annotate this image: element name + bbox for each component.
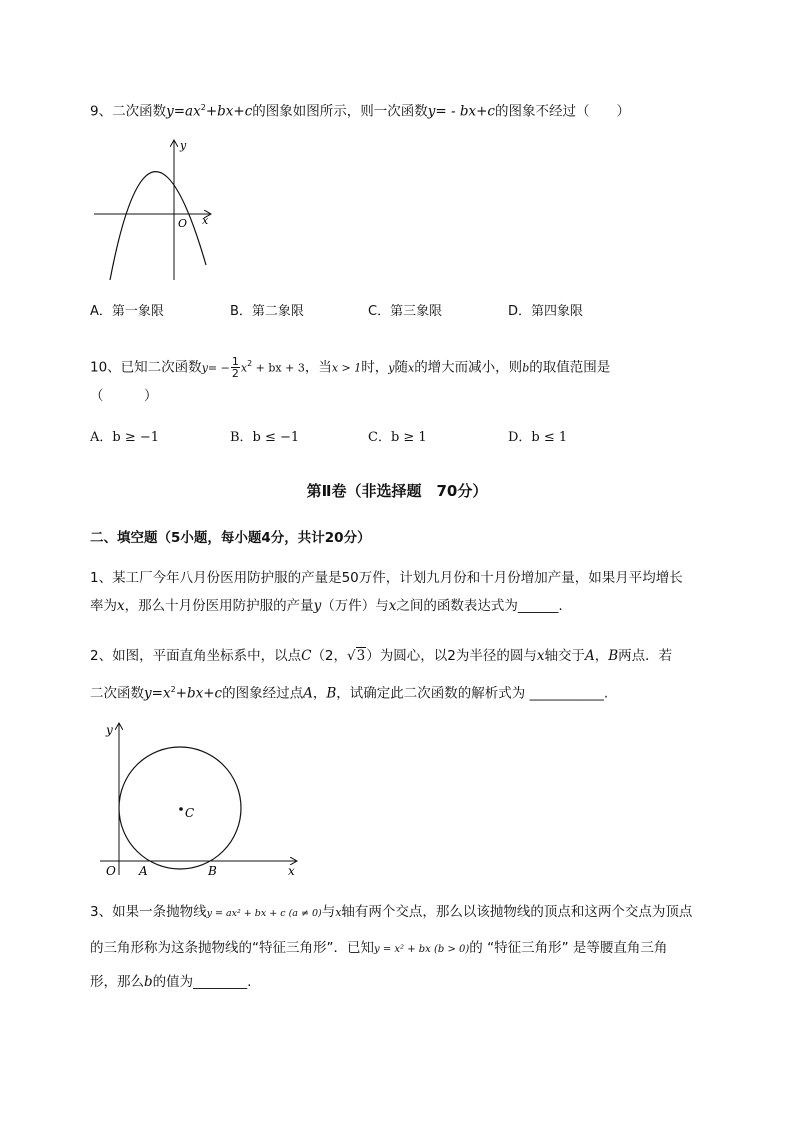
q9-x-label: x [202, 214, 209, 227]
fill3-line2 [90, 938, 730, 960]
fill2-circle-graph [100, 720, 305, 885]
fill2-a2: A [303, 685, 313, 702]
q10-paren: （ ） [90, 388, 158, 404]
fill2-y-label: y [106, 723, 113, 737]
q10-x1: x [240, 361, 248, 375]
q9-suffix: 的图象不经过（ ） [495, 103, 630, 120]
q9-eq1b: +bx+c [205, 103, 253, 120]
fill2-x: x [536, 648, 545, 664]
fill2-line1: 2、如图，平面直角坐标系中，以点C（2，√3）为圆心，以2为半径的圆与x轴交于A，B两点．若 [90, 648, 673, 664]
section2-heading: 二、填空题（5小题，每小题4分，共计20分） [90, 530, 371, 546]
q9-eq1: =ax [173, 103, 201, 120]
q9-option-b: B．第二象限 [230, 304, 304, 319]
fill1-b: ，那么十月份医用防护服的产量 [124, 598, 314, 614]
q9-parabola-curve [110, 172, 206, 280]
fill1-a: 率为 [90, 598, 117, 614]
q9-y2: y [427, 103, 436, 120]
q9-option-a: A．第一象限 [90, 304, 164, 319]
fill2-comma: ， [312, 685, 327, 702]
fill3-c: 轴有两个交点，那么以该抛物线的顶点和这两个交点为顶点 [341, 904, 693, 920]
fill2-e: ， [594, 648, 609, 664]
fill2-b: （2， [311, 648, 348, 664]
fill2-c-var: C [301, 648, 312, 664]
fill2-c-label: C [185, 806, 195, 820]
q10-rest: 的增大而减小，则 [414, 359, 523, 376]
q9-option-c: C．第三象限 [368, 304, 443, 319]
part2-title: 第Ⅱ卷（非选择题 70分） [306, 482, 488, 500]
fill2-f: 两点．若 [618, 648, 673, 664]
fill3-formula2: y = x² + bx (b > 0) [374, 944, 470, 955]
fill2-c: ）为圆心，以2为半径的圆与 [366, 648, 537, 664]
fill3-line3 [90, 972, 730, 992]
fill1-x2: x [388, 598, 397, 614]
q10-tail: 的取值范围是 [529, 359, 611, 376]
fill2-l2a: 二次函数 [90, 685, 144, 702]
fill3-l2a: 的三角形称为这条抛物线的“特征三角形”．已知 [90, 940, 374, 956]
fill3-b: 与 [321, 904, 336, 920]
q9-sup: 2 [200, 103, 206, 112]
fill2-b-label: B [208, 864, 217, 878]
fill3-l3b: 的值为________. [152, 974, 252, 990]
fill1-y: y [313, 598, 322, 614]
q10-eq-b: + bx + 3 [252, 361, 305, 375]
q10-option-b: B．b ≤ −1 [230, 430, 300, 445]
q9-mid: 的图象如图所示，则一次函数 [252, 103, 428, 120]
fill1-c: （万件）与 [321, 598, 389, 614]
fill2-origin-label: O [106, 864, 116, 878]
q10-prefix: 10、已知二次函数 [90, 359, 202, 376]
fill2-d: 轴交于 [544, 648, 585, 664]
q10-y2: y [388, 361, 395, 375]
fill2-l2b: 的图象经过点 [222, 685, 304, 702]
q9-origin-label: O [178, 217, 188, 230]
fill1-d: 之间的函数表达式为______. [396, 598, 563, 614]
fill1-x: x [117, 598, 125, 614]
fill2-l2c: ，试确定此二次函数的解析式为 ___________. [336, 685, 609, 702]
fill2-x-label: x [288, 864, 295, 878]
q10-option-d: D．b ≤ 1 [508, 430, 568, 445]
fill2-b2: B [326, 685, 337, 702]
q9-text [90, 98, 630, 122]
fill3-l2b: 的 “特征三角形” 是等腰直角三角 [469, 940, 668, 956]
fill1-line2 [90, 596, 730, 616]
q10-frac-den: 2 [231, 367, 239, 380]
q10-when: 时， [361, 359, 389, 376]
q10-cond: x > 1 [331, 361, 362, 375]
fill3-formula: y = ax² + bx + c (a ≠ 0) [206, 908, 322, 919]
fill3-a: 3、如果一条抛物线 [90, 904, 207, 920]
fill2-a-label: A [139, 864, 148, 878]
q10-comma: ，当 [304, 359, 332, 376]
q10-x2: x [407, 361, 415, 375]
q10-option-c: C．b ≥ 1 [368, 430, 427, 445]
q10-sup: 2 [247, 359, 253, 368]
q9-y-label: y [180, 139, 187, 152]
fill2-center-point [179, 807, 183, 811]
fill2-eq2: +bx+c [175, 685, 223, 702]
fill2-line2 [90, 680, 730, 704]
q10-fraction [231, 356, 240, 379]
q10-option-a: A．b ≥ −1 [90, 430, 160, 445]
q9-option-d: D．第四象限 [508, 304, 584, 319]
q10-y: y [201, 361, 208, 375]
fill3-line1 [90, 902, 730, 924]
fill2-y: y [144, 685, 152, 702]
q9-eq2: = - bx+c [435, 103, 495, 120]
fill2-eq: =x [151, 685, 171, 702]
fill1-line1: 1、某工厂今年八月份医用防护服的产量是50万件，计划九月份和十月份增加产量，如果月平均增长 [90, 570, 683, 586]
fill2-b-var: B [608, 648, 619, 664]
q10-eq-a: = − [207, 361, 230, 375]
q9-prefix: 9、二次函数 [90, 103, 167, 120]
q9-y1: y [166, 103, 174, 120]
fill2-sup: 2 [170, 685, 176, 694]
fill2-a-var: A [584, 648, 595, 664]
fill2-a: 2、如图，平面直角坐标系中，以点 [90, 648, 302, 664]
q10-text [90, 352, 610, 381]
fill3-l3a: 形，那么 [90, 974, 144, 990]
q10-sui: 随 [394, 359, 408, 376]
q10-b: b [522, 361, 530, 375]
fill3-x: x [335, 906, 342, 919]
q10-frac-num: 1 [231, 355, 239, 368]
fill2-sqrt3: 3 [356, 648, 366, 664]
q9-parabola-graph [88, 135, 223, 285]
fill3-bvar: b [144, 974, 153, 990]
